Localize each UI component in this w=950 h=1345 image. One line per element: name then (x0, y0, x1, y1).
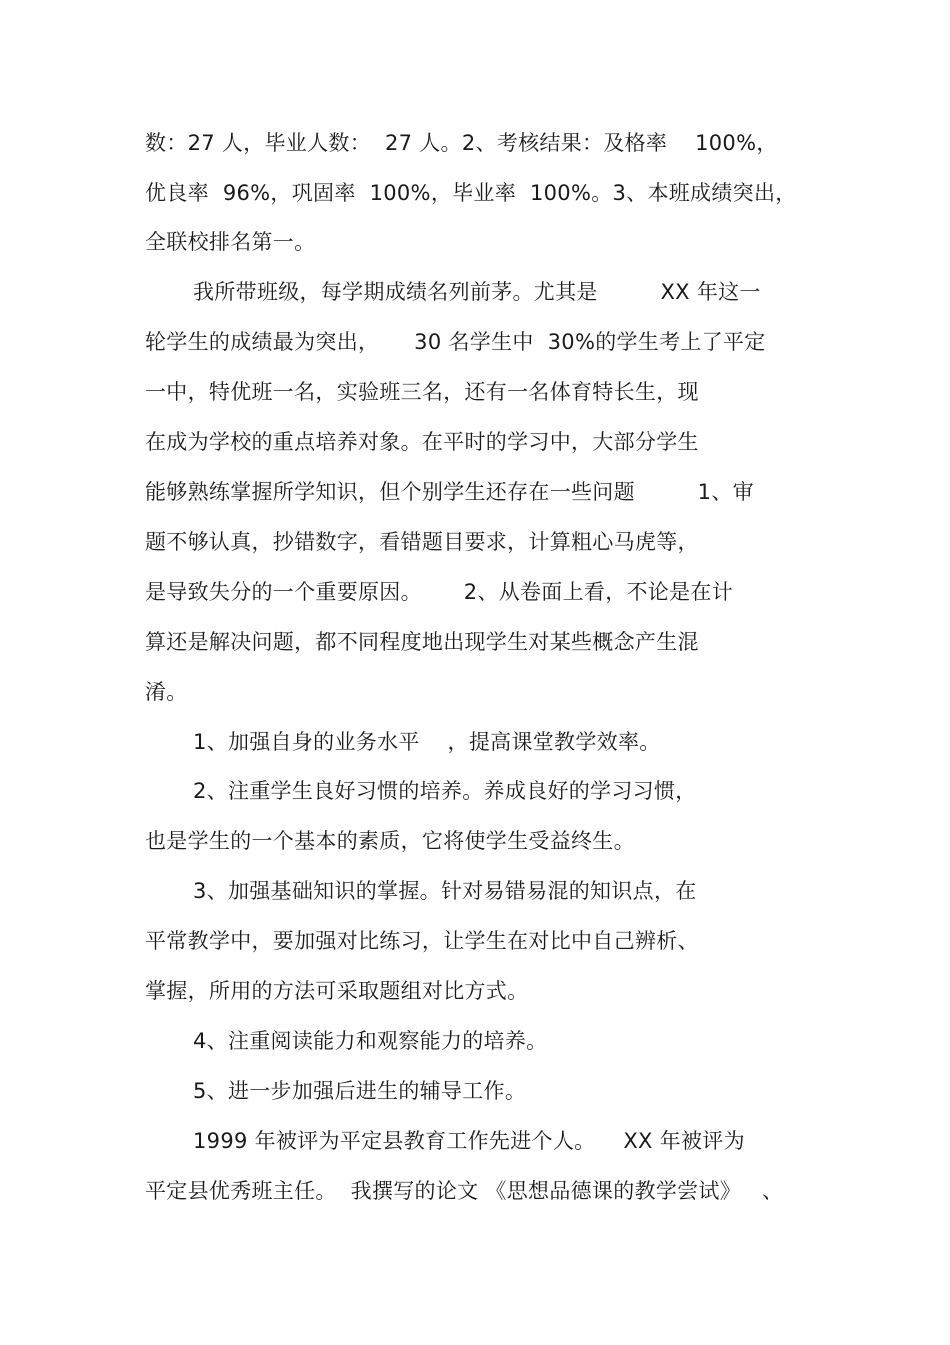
text-line-16: 3、加强基础知识的掌握。针对易错易混的知识点，在 (193, 879, 697, 903)
text-line-6: 一中，特优班一名，实验班三名，还有一名体育特长生，现 (145, 380, 699, 404)
text-line-18: 掌握，所用的方法可采取题组对比方式。 (145, 979, 529, 1003)
text-line-12: 淆。 (145, 680, 188, 704)
text-line-7: 在成为学校的重点培养对象。在平时的学习中，大部分学生 (145, 430, 699, 454)
text-line-4: 我所带班级，每学期成绩名列前茅。尤其是 XX 年这一 (193, 280, 761, 304)
text-line-5: 轮学生的成绩最为突出， 30 名学生中 30%的学生考上了平定 (145, 330, 766, 354)
text-line-15: 也是学生的一个基本的素质，它将使学生受益终生。 (145, 829, 635, 853)
text-line-22: 平定县优秀班主任。 我撰写的论文 《思想品德课的教学尝试》 、 (145, 1179, 784, 1203)
text-line-19: 4、注重阅读能力和观察能力的培养。 (193, 1029, 548, 1053)
text-line-3: 全联校排名第一。 (145, 230, 316, 254)
text-line-13: 1、加强自身的业务水平 ，提高课堂教学效率。 (193, 730, 661, 754)
text-line-10: 是导致失分的一个重要原因。 2、从卷面上看，不论是在计 (145, 580, 734, 604)
text-line-21: 1999 年被评为平定县教育工作先进个人。 XX 年被评为 (193, 1129, 745, 1153)
text-line-9: 题不够认真，抄错数字，看错题目要求，计算粗心马虎等， (145, 530, 699, 554)
text-line-1: 数：27 人，毕业人数： 27 人。2、考核结果：及格率 100%， (145, 131, 778, 155)
text-line-14: 2、注重学生良好习惯的培养。养成良好的学习习惯， (193, 779, 697, 803)
text-line-20: 5、进一步加强后进生的辅导工作。 (193, 1079, 527, 1103)
text-line-8: 能够熟练掌握所学知识，但个别学生还存在一些问题 1、审 (145, 480, 754, 504)
text-line-11: 算还是解决问题，都不同程度地出现学生对某些概念产生混 (145, 630, 699, 654)
text-line-17: 平常教学中，要加强对比练习，让学生在对比中自己辨析、 (145, 929, 699, 953)
text-line-2: 优良率 96%，巩固率 100%，毕业率 100%。3、本班成绩突出， (145, 181, 797, 205)
